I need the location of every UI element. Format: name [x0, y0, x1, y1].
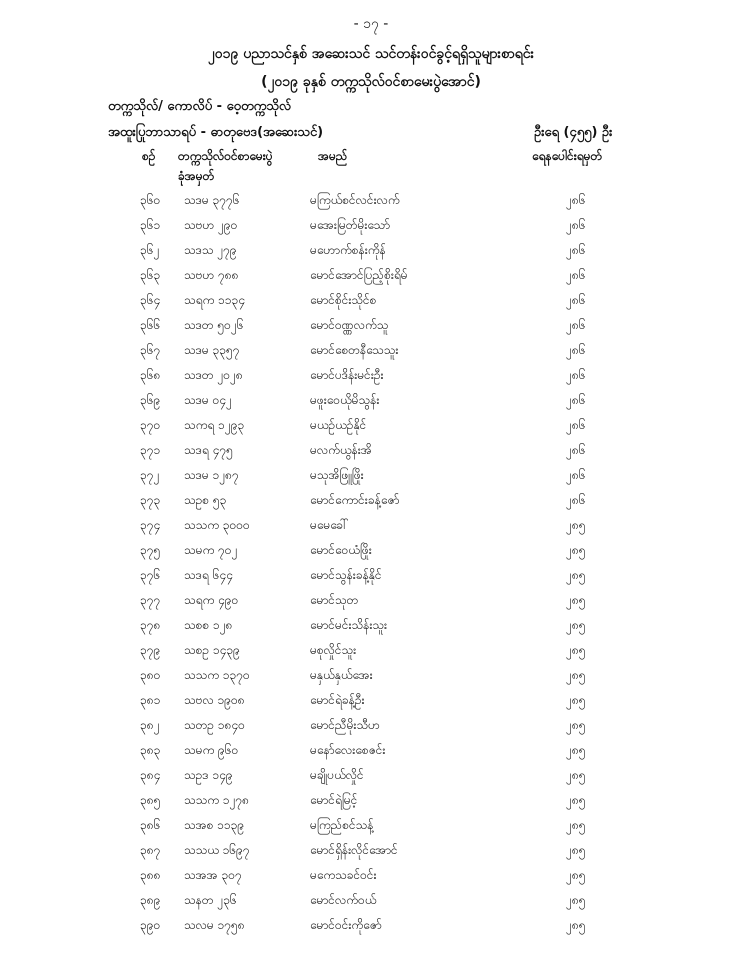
roll-number: သဒမ ၃၇၇၆ — [184, 193, 240, 207]
score: ၂၈၅ — [566, 818, 586, 832]
score: ၂၈၅ — [566, 568, 586, 582]
table-row — [0, 513, 742, 538]
row-number: ၃၆၀ — [140, 193, 161, 207]
score: ၂၈၅ — [566, 593, 586, 607]
roll-number: သဗလ ၁၉၀၈ — [184, 693, 245, 707]
roll-number: သသက ၃၀၀၀ — [184, 518, 250, 532]
student-name: မောင်ဝဏ္ဏလက်သူ — [310, 318, 389, 332]
table-row — [0, 888, 742, 913]
student-name: မောင်သုတ — [310, 593, 359, 607]
roll-number: သဒမ ၀၄၂ — [184, 393, 232, 407]
roll-number: သဒတ ၅၀၂၆ — [184, 318, 244, 332]
score: ၂၈၆ — [566, 468, 586, 482]
roll-number: သဒရ ၄၇၅ — [184, 443, 233, 457]
student-name: မောင်ပဒိန်းမင်းဦး — [310, 368, 384, 382]
roll-number: သအအ ၃၀၇ — [184, 868, 242, 882]
student-name: မောင်စေတနီသေသူး — [310, 343, 399, 357]
row-number: ၃၇၂ — [140, 468, 160, 482]
table-row — [0, 713, 742, 738]
table-row — [0, 563, 742, 588]
header-name: အမည် — [318, 149, 348, 163]
row-number: ၃၇၉ — [140, 643, 161, 657]
score: ၂၈၅ — [566, 843, 586, 857]
student-name: မောင်ရဲမြင့် — [310, 793, 358, 807]
row-number: ၃၇၃ — [140, 493, 161, 507]
roll-number: သအစ ၁၁၃၉ — [184, 818, 245, 832]
score: ၂၈၅ — [566, 893, 586, 907]
roll-number: သတဥ ၁၈၄၀ — [184, 718, 245, 732]
roll-number: သဒတ ၂၀၂၈ — [184, 368, 243, 382]
student-name: မောင်သွန်းခန့်နိုင် — [310, 568, 382, 582]
table-row — [0, 263, 742, 288]
table-row — [0, 788, 742, 813]
student-name: မောင်ညီမိုးသီဟ — [310, 718, 380, 732]
student-name: မလက်ယွန်းအိ — [310, 443, 372, 457]
row-number: ၃၇၈ — [140, 618, 161, 632]
table-row — [0, 913, 742, 938]
table-row — [0, 213, 742, 238]
table-row — [0, 188, 742, 213]
roll-number: သကရ ၁၂၉၃ — [184, 418, 245, 432]
student-name: မောင်မင်းသိန်းသူး — [310, 618, 388, 632]
roll-number: သသယ ၁၆၉၇ — [184, 843, 250, 857]
student-name: မချိုပယ်လှိုင် — [310, 768, 364, 782]
student-name: မစုလှိုင်သူး — [310, 643, 357, 657]
row-number: ၃၈၀ — [140, 668, 161, 682]
score: ၂၈၆ — [566, 343, 586, 357]
student-name: မမေခေါ် — [310, 518, 349, 532]
table-row — [0, 363, 742, 388]
table-row — [0, 663, 742, 688]
header-score: ရေနပေါင်းရမှတ် — [532, 149, 603, 163]
score: ၂၈၆ — [566, 218, 586, 232]
subject-line: အထူးပြုဘာသာရပ် - ဓာတုဗေဒ(အဆေးသင်) — [108, 125, 324, 140]
row-number: ၃၈၂ — [140, 718, 160, 732]
roll-number: သသက ၁၂၇၈ — [184, 793, 250, 807]
score: ၂၈၆ — [566, 243, 586, 257]
student-name: မောင်အောင်ပြည့်စိုးရိမ် — [310, 268, 408, 282]
table-row — [0, 413, 742, 438]
roll-number: သဥစ ၅၃ — [184, 493, 227, 507]
score: ၂၈၆ — [566, 493, 586, 507]
score: ၂၈၅ — [566, 768, 586, 782]
score: ၂၈၆ — [566, 418, 586, 432]
score: ၂၈၅ — [566, 693, 586, 707]
row-number: ၃၈၁ — [140, 693, 161, 707]
roll-number: သဒမ ၁၂၈၇ — [184, 468, 239, 482]
row-number: ၃၈၄ — [140, 768, 161, 782]
row-number: ၃၇၄ — [140, 518, 161, 532]
row-number: ၃၆၈ — [140, 368, 161, 382]
roll-number: သစစ ၁၂၈ — [184, 618, 233, 632]
row-number: ၃၆၉ — [140, 393, 161, 407]
roll-number: သဒသ ၂၇၉ — [184, 243, 237, 257]
roll-number: သဥဒ ၁၄၉ — [184, 768, 233, 782]
score: ၂၈၅ — [566, 618, 586, 632]
student-name: မဖူးဝေယိုမိသွန်း — [310, 393, 380, 407]
table-row — [0, 438, 742, 463]
row-number: ၃၈၈ — [140, 868, 161, 882]
score: ၂၈၆ — [566, 318, 586, 332]
table-row — [0, 588, 742, 613]
row-number: ၃၈၇ — [140, 843, 161, 857]
roll-number: သသက ၁၃၇၀ — [184, 668, 250, 682]
table-row — [0, 738, 742, 763]
roll-number: သမက ၇၀၂ — [184, 543, 238, 557]
table-row — [0, 613, 742, 638]
table-row — [0, 863, 742, 888]
document-subtitle: (၂၀၁၉ ခုနှစ် တက္ကသိုလ်ဝင်စာမေးပွဲအောင်) — [261, 74, 481, 90]
roll-number: သဗဟ ၂၉၀ — [184, 218, 238, 232]
student-name: မနှယ်နှယ်အေး — [310, 668, 373, 682]
table-row — [0, 463, 742, 488]
table-row — [0, 763, 742, 788]
score: ၂၈၅ — [566, 743, 586, 757]
row-number: ၃၇၇ — [140, 593, 161, 607]
row-number: ၃၆၂ — [140, 243, 160, 257]
table-row — [0, 538, 742, 563]
row-number: ၃၈၉ — [140, 893, 161, 907]
student-name: မအေးမြတ်မိုးသော် — [310, 218, 391, 232]
roll-number: သဒမ ၃၃၅၇ — [184, 343, 240, 357]
row-number: ၃၆၄ — [140, 293, 161, 307]
header-roll-number: တက္ကသိုလ်ဝင်စာမေးပွဲ — [178, 149, 273, 163]
student-name: မောင်စိုင်းသိုင်စ — [310, 293, 377, 307]
student-name: မယဉ်ယဉ်နိုင် — [310, 418, 367, 432]
table-row — [0, 638, 742, 663]
score: ၂၈၆ — [566, 393, 586, 407]
roll-number: သဒရ ၆၄၄ — [184, 568, 233, 582]
table-row — [0, 488, 742, 513]
student-name: မောင်ရှိန်းလိုင်အောင် — [310, 843, 398, 857]
table-row — [0, 238, 742, 263]
score: ၂၈၅ — [566, 668, 586, 682]
student-name: မကြယ်စင်လင်းလက် — [310, 193, 400, 207]
table-row — [0, 388, 742, 413]
student-name: မကြည်စင်သန့် — [310, 818, 374, 832]
score: ၂၈၅ — [566, 918, 586, 932]
roll-number: သလမ ၁၇၅၈ — [184, 918, 245, 932]
student-name: မောင်ကောင်းခန့်ဇော် — [310, 493, 400, 507]
score: ၂၈၅ — [566, 868, 586, 882]
row-number: ၃၇၁ — [140, 443, 161, 457]
roll-number: သဗဟ ၇၈၈ — [184, 268, 239, 282]
student-name: မောင်ဝေယံဖြိုး — [310, 543, 372, 557]
page-number: - ၁၇ - — [353, 16, 389, 32]
row-number: ၃၈၃ — [140, 743, 161, 757]
table-row — [0, 813, 742, 838]
student-name: မောင်ဝင်းကိုဇော် — [310, 918, 382, 932]
score: ၂၈၆ — [566, 268, 586, 282]
header-no: စဉ် — [142, 149, 156, 163]
total-count: ဦးရေ (၄၅၅) ဦး — [534, 125, 613, 140]
row-number: ၃၈၆ — [140, 818, 161, 832]
score: ၂၈၆ — [566, 443, 586, 457]
score: ၂၈၆ — [566, 193, 586, 207]
student-name: မသုအိဖြူဖြိုး — [310, 468, 364, 482]
table-row — [0, 688, 742, 713]
roll-number: သရက ၄၉၀ — [184, 593, 239, 607]
student-name: မနော်လေးစေဇင်း — [310, 743, 386, 757]
table-row — [0, 338, 742, 363]
row-number: ၃၇၅ — [140, 543, 161, 557]
row-number: ၃၉၀ — [140, 918, 161, 932]
score: ၂၈၅ — [566, 643, 586, 657]
student-name: မကေသခင်ဝင်း — [310, 868, 377, 882]
row-number: ၃၆၆ — [140, 318, 161, 332]
student-name: မဟောက်စန်းကိုန် — [310, 243, 386, 257]
table-row — [0, 838, 742, 863]
university-line: တက္ကသိုလ်/ ကောလိပ် - ဝေ့တက္ကသိုလ် — [108, 99, 292, 114]
student-name: မောင်ရဲခန့်ဦး — [310, 693, 365, 707]
roll-number: သရက ၁၁၃၄ — [184, 293, 246, 307]
header-roll-number-line2: ခုံအမှတ် — [178, 169, 215, 183]
row-number: ၃၇၆ — [140, 568, 161, 582]
roll-number: သစဥ ၁၄၃၉ — [184, 643, 240, 657]
score: ၂၈၅ — [566, 718, 586, 732]
score: ၂၈၆ — [566, 293, 586, 307]
roll-number: သနတ ၂၃၆ — [184, 893, 237, 907]
roll-number: သမက ၉၆၀ — [184, 743, 239, 757]
score: ၂၈၅ — [566, 793, 586, 807]
row-number: ၃၇၀ — [140, 418, 161, 432]
row-number: ၃၆၁ — [140, 218, 161, 232]
document-title: ၂၀၁၉ ပညာသင်နှစ် အဆေးသင် သင်တန်းဝင်ခွင့်ရရှိသူများစာရင်း — [207, 46, 535, 62]
row-number: ၃၈၅ — [140, 793, 161, 807]
table-row — [0, 288, 742, 313]
row-number: ၃၆၃ — [140, 268, 161, 282]
score: ၂၈၆ — [566, 368, 586, 382]
table-row — [0, 313, 742, 338]
score: ၂၈၅ — [566, 518, 586, 532]
score: ၂၈၅ — [566, 543, 586, 557]
row-number: ၃၆၇ — [140, 343, 161, 357]
student-name: မောင်လက်ဝယ် — [310, 893, 377, 907]
